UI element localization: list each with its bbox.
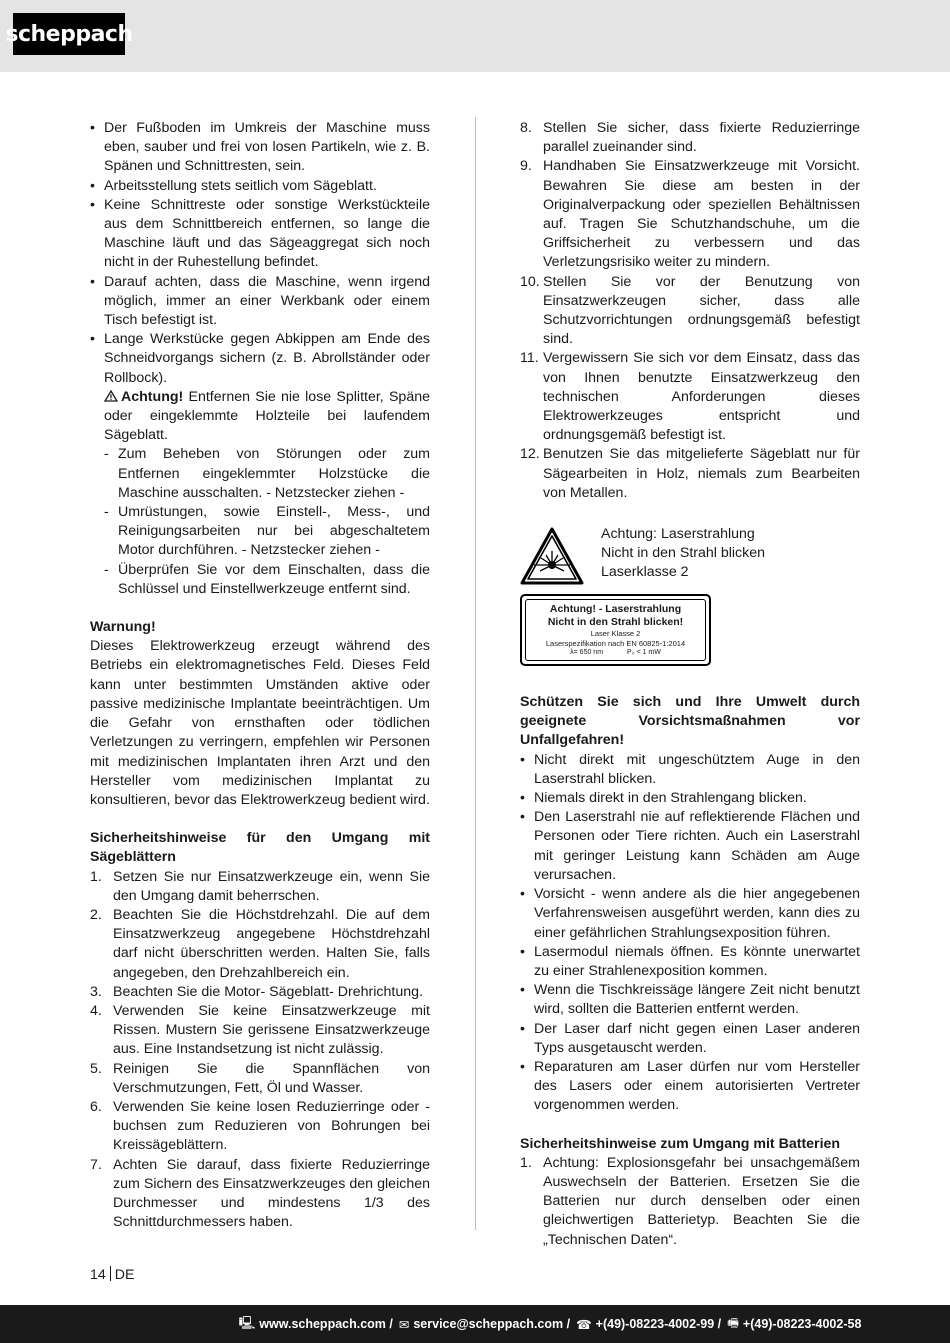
footer-web-link[interactable]: www.scheppach.com / (259, 1317, 393, 1331)
list-item: • Niemals direkt in den Strahlengang blicken. (520, 790, 807, 807)
list-item: • Der Laser darf nicht gegen einen Laser anderen Typs ausgetauscht werden. (520, 1020, 860, 1056)
numbered-item: 11. Vergewissern Sie sich vor dem Einsatz, dass das von Ihnen benutzte Einsatzwerkzeug den technischen Anforderungen dieses Elektrowerkzeuges entspricht und ordnungsgemäß befestigt ist. (520, 350, 860, 444)
footer-fax: +(49)-08223-4002-58 (742, 1317, 862, 1331)
list-item: • Den Laserstrahl nie auf reflektierende Flächen und Personen oder Tiere richten. Auch ein Laserstrahl mit geringer Leistung kann Schäden am Auge verursachen. (520, 809, 860, 883)
list-item: - Überprüfen Sie vor dem Einschalten, dass die Schlüssel und Einstellwerkzeuge entfernt sind. (104, 561, 430, 597)
email-icon: ✉ (398, 1317, 410, 1332)
list-item: • Lasermodul niemals öffnen. Es könnte unerwartet zu einer Strahlenexposition kommen. (520, 943, 860, 979)
numbered-item: 1. Setzen Sie nur Einsatzwerkzeuge ein, wenn Sie den Umgang damit beherrschen. (90, 868, 430, 904)
numbered-item: 5. Reinigen Sie die Spannflächen von Verschmutzungen, Fett, Öl und Wasser. (90, 1060, 430, 1096)
left-column (90, 119, 430, 1232)
list-item: • Keine Schnittreste oder sonstige Werkstückteile aus dem Schnittbereich entfernen, so lange die Maschine läuft und das Sägeaggregat sich noch nicht in der Ruhestellung befindet. (90, 196, 430, 271)
warnung-paragraph: Dieses Elektrowerkzeug erzeugt während des Betriebs ein elektromagnetisches Feld. Dieses Feld kann unter bestimmten Umständen aktive oder passive medizinische Implantate beeinträchtigen. Um die Gefahr von ernsthaften oder tödlichen Verletzungen zu verringern, empfehlen wir Personen mit medizinischen Implantaten ihren Arzt und den Hersteller vom medizinischen Implantat zu konsultieren, bevor das Elektrowerkzeug bedient wird. (90, 638, 430, 808)
laser-warning-block (520, 503, 860, 693)
list-item: • Wenn die Tischkreissäge längere Zeit nicht benutzt wird, sollten die Batterien entfernt werden. (520, 982, 860, 1018)
numbered-item: 1. Achtung: Explosionsgefahr bei unsachgemäßem Auswechseln der Batterien. Ersetzen Sie die Batterien nur durch denselben oder einen gleichwertigen Batterietyp. Beachten Sie die „Technischen Daten“. (520, 1154, 860, 1248)
page-number: 14 DE (90, 1267, 135, 1283)
laser-label: Achtung! - Laserstrahlung Nicht in den Strahl blicken! Laser Klasse 2 Laserspezifikation nach EN 60825-1:2014 λ= 650 nm P₀ < 1 mW (520, 594, 711, 666)
fax-icon: 🖷 (727, 1315, 739, 1330)
column-divider (475, 117, 476, 1230)
numbered-item: 9. Handhaben Sie Einsatzwerkzeuge mit Vorsicht. Bewahren Sie diese am besten in der Originalverpackung oder speziellen Behältnissen auf. Tragen Sie Schutzhandschuhe, um die Griffsicherheit zu verbessern und das Verletzungsrisiko weiter zu mindern. (520, 158, 860, 271)
numbered-item: 7. Achten Sie darauf, dass fixierte Reduzierringe zum Sichern des Einsatzwerkzeuges den gleichen Durchmesser und mindestens 1/3 des Schnittdurchmessers haben. (90, 1156, 430, 1231)
laser-warning-text: Achtung: Laserstrahlung Nicht in den Strahl blicken Laserklasse 2 (601, 526, 766, 581)
saw-heading: Sicherheitshinweise für den Umgang mit Sägeblättern (90, 830, 430, 866)
laser-warning-icon (520, 527, 584, 585)
numbered-item: 8. Stellen Sie sicher, dass fixierte Reduzierringe parallel zueinander sind. (520, 120, 860, 156)
list-item: • Darauf achten, dass die Maschine, wenn irgend möglich, immer an einer Werkbank oder einem Tisch befestigt ist. (90, 273, 430, 329)
achtung-paragraph: Achtung! Entfernen Sie nie lose Splitter, Späne oder eingeklemmte Holzteile bei laufendem Sägeblatt. (104, 388, 430, 444)
footer-email-link[interactable]: service@scheppach.com / (413, 1317, 571, 1331)
list-item: • Nicht direkt mit ungeschütztem Auge in den Laserstrahl blicken. (520, 751, 860, 787)
computer-icon: 🖳 (238, 1315, 256, 1330)
list-item: • Lange Werkstücke gegen Abkippen am Ende des Schneidvorgangs sichern (z. B. Abrollständer oder Rollbock). (90, 331, 430, 386)
numbered-item: 10. Stellen Sie vor der Benutzung von Einsatzwerkzeugen sicher, dass alle Schutzvorrichtungen ordnungsgemäß befestigt sind. (520, 273, 860, 348)
header-bar (0, 0, 950, 72)
numbered-item: 12. Benutzen Sie das mitgelieferte Sägeblatt nur für Sägearbeiten in Holz, niemals zum Bearbeiten von Metallen. (520, 446, 860, 501)
battery-heading: Sicherheitshinweise zum Umgang mit Batterien (520, 1135, 841, 1152)
numbered-item: 4. Verwenden Sie keine Einsatzwerkzeuge mit Rissen. Mustern Sie gerissene Einsatzwerkzeuge aus. Eine Instandsetzung ist nicht zulässig. (90, 1002, 430, 1058)
list-item: - Umrüstungen, sowie Einstell-, Mess-, und Reinigungsarbeiten nur bei abgeschaltetem Motor durchführen. - Netzstecker ziehen - (104, 504, 430, 559)
warning-triangle-icon (104, 390, 118, 402)
numbered-item: 2. Beachten Sie die Höchstdrehzahl. Die auf dem Einsatzwerkzeug angegebene Höchstdrehzahl darf nicht überschritten werden. Halten Sie, falls angegeben, den Drehzahlbereich ein. (90, 906, 430, 981)
scheppach-logo: scheppach (13, 13, 125, 55)
list-item: • Der Fußboden im Umkreis der Maschine muss eben, sauber und frei von losen Partikeln, wie z. B. Spänen und Schnittresten, sein. (90, 120, 430, 175)
protect-heading: Schützen Sie sich und Ihre Umwelt durch geeignete Vorsichtsmaßnahmen vor Unfallgefahren! (520, 694, 860, 749)
footer-bar (0, 1305, 950, 1343)
list-item: • Arbeitsstellung stets seitlich vom Sägeblatt. (90, 177, 377, 194)
numbered-item: 3. Beachten Sie die Motor- Sägeblatt- Drehrichtung. (90, 983, 423, 1000)
phone-icon: ☎ (576, 1317, 592, 1332)
right-column (520, 119, 860, 1250)
numbered-item: 6. Verwenden Sie keine losen Reduzierringe oder -buchsen zum Reduzieren von Bohrungen bei Kreissägeblättern. (90, 1098, 430, 1154)
list-item: • Vorsicht - wenn andere als die hier angegebenen Verfahrensweisen ausgeführt werden, kann dies zu einer gefährlichen Strahlungsexposition führen. (520, 886, 860, 941)
warnung-heading: Warnung! (90, 619, 156, 636)
list-item: - Zum Beheben von Störungen oder zum Entfernen eingeklemmter Holzstücke die Maschine ausschalten. - Netzstecker ziehen - (104, 446, 430, 501)
footer-phone: +(49)-08223-4002-99 / (595, 1317, 722, 1331)
list-item: • Reparaturen am Laser dürfen nur vom Hersteller des Lasers oder einem autorisierten Vertreter vorgenommen werden. (520, 1058, 860, 1114)
